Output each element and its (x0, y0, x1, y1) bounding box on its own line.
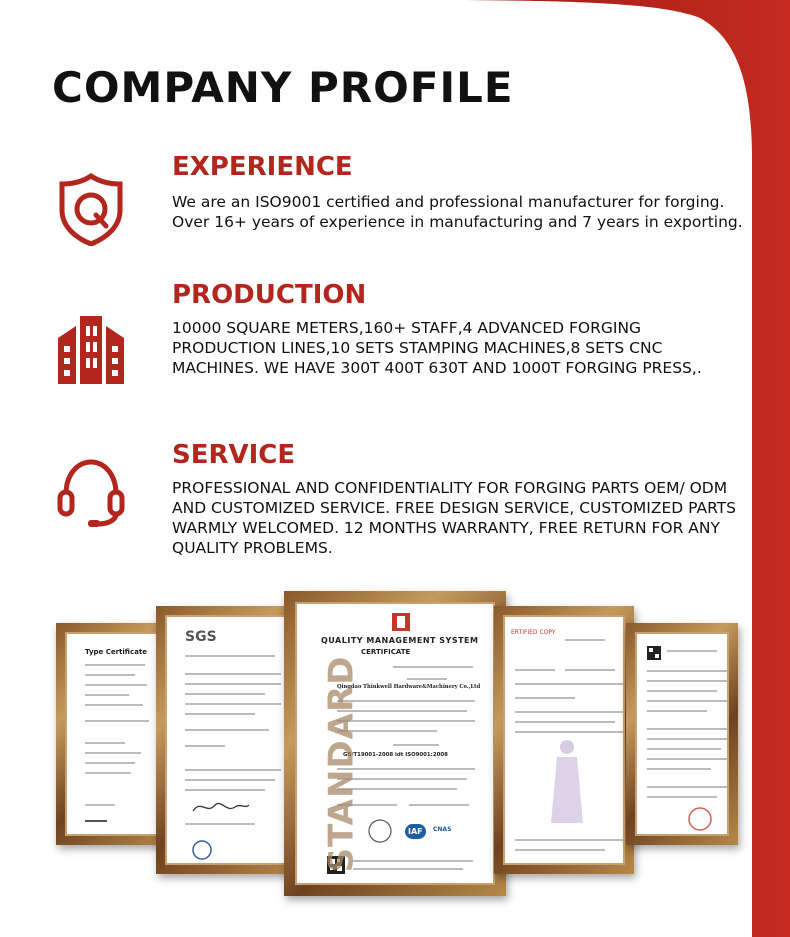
section-heading: EXPERIENCE (172, 152, 353, 182)
seal-stamp-icon (687, 806, 713, 832)
qr-code-icon (647, 646, 661, 660)
headset-icon (54, 454, 128, 528)
seal-stamp-icon (191, 839, 213, 861)
section-body: 10000 SQUARE METERS,160+ STAFF,4 ADVANCED FORGING PRODUCTION LINES,10 SETS STAMPING MACHINES,8 SETS CNC MACHINES. WE HAVE 300T 400T 630T AND 1000T FORGING PRESS,. (172, 319, 702, 377)
section-body: We are an ISO9001 certified and professional manufacturer for forging. Over 16+ years of experience in manufacturing and 7 years in exporting. (172, 193, 743, 231)
certificate-frame (494, 606, 634, 874)
section-heading: SERVICE (172, 440, 296, 470)
certificate-subtitle: CERTIFICATE (361, 648, 411, 656)
page-title: COMPANY PROFILE (52, 63, 514, 112)
section-heading: PRODUCTION (172, 280, 367, 310)
certificate-title: QUALITY MANAGEMENT SYSTEM (321, 636, 479, 645)
certificate-header: ERTIFIED COPY (511, 629, 556, 636)
signature-mark (191, 797, 251, 817)
certificate-frame (626, 623, 738, 845)
cnas-badge: CNAS (433, 826, 452, 833)
lady-figure-watermark (543, 735, 591, 825)
shield-q-icon (54, 172, 128, 246)
certificate-frame (156, 606, 296, 874)
certification-logo-icon (391, 612, 411, 632)
standard-watermark: STANDARD (321, 655, 362, 873)
iaf-badge: IAF (405, 824, 426, 839)
certificate-frame (284, 591, 506, 896)
certificate-standard: GB/T19001-2008 idt ISO9001:2008 (343, 752, 448, 758)
sgs-logo: SGS (185, 629, 217, 645)
certificate-title: Type Certificate (85, 648, 147, 656)
seal-stamp-icon (367, 818, 393, 844)
factory-building-icon (54, 312, 128, 386)
section-body: PROFESSIONAL AND CONFIDENTIALITY FOR FORGING PARTS OEM/ ODM AND CUSTOMIZED SERVICE. FREE DESIGN SERVICE, CUSTOMIZED PARTS WARMLY WELCOMED. 12 MONTHS WARRANTY, FREE RETURN FOR ANY QUALITY PROBLEMS. (172, 479, 737, 557)
certificate-frame (56, 623, 170, 845)
certificate-company: Qingdao Thinkwell Hardware&Machinery Co.,Ltd (337, 684, 481, 690)
